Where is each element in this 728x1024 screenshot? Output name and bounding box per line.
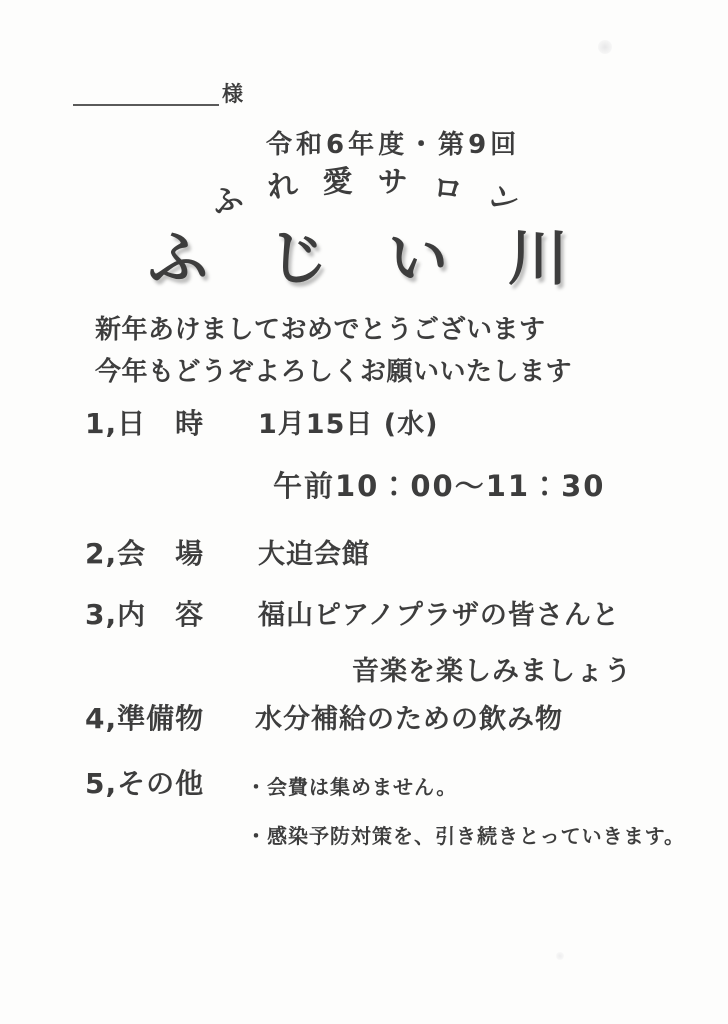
arc-char-3: 愛: [321, 164, 354, 201]
item-2-value: 大迫会館: [258, 539, 370, 570]
item-1-value: 1月15日 (水): [258, 409, 439, 440]
title-char-1: ふ: [148, 224, 208, 294]
item-1-time: 午前10：00～11：30: [273, 469, 606, 503]
arc-char-4: サ: [376, 164, 409, 201]
title-char-3: い: [388, 224, 448, 294]
greeting-line-2: 今年もどうぞよろしくお願いいたします: [95, 357, 573, 387]
addressee-suffix: 様: [222, 82, 244, 106]
item-1-label: 1,日 時: [85, 407, 205, 440]
item-4-label: 4,準備物: [85, 702, 205, 735]
arc-subtitle: [200, 164, 530, 224]
addressee-blank-underline: [73, 82, 219, 106]
scan-speck: [598, 40, 612, 54]
item-3-label: 3,内 容: [85, 598, 205, 631]
item-3-value-line-2: 音楽を楽しみましょう: [352, 656, 632, 687]
item-2-label: 2,会 場: [85, 537, 205, 570]
scan-speck: [556, 952, 564, 960]
edition-line: 令和6年度・第9回: [266, 130, 521, 160]
item-4-value: 水分補給のための飲み物: [255, 704, 563, 735]
title-char-2: じ: [268, 224, 328, 294]
addressee-line: [73, 82, 244, 108]
item-5-bullet-1: ・会費は集めません。: [246, 775, 458, 799]
main-title: [118, 224, 598, 294]
item-3-value: 福山ピアノプラザの皆さんと: [258, 600, 620, 631]
greeting-line-1: 新年あけましておめでとうございます: [95, 315, 546, 345]
arc-char-5: ロ: [430, 169, 466, 210]
arc-char-2: れ: [265, 167, 300, 206]
title-char-4: 川: [508, 224, 568, 294]
arc-char-1: ふ: [208, 179, 247, 222]
item-5-bullet-2: ・感染予防対策を、引き続きとっていきます。: [246, 824, 685, 848]
arc-char-6: ン: [481, 178, 525, 224]
item-5-label: 5,その他: [85, 767, 205, 800]
